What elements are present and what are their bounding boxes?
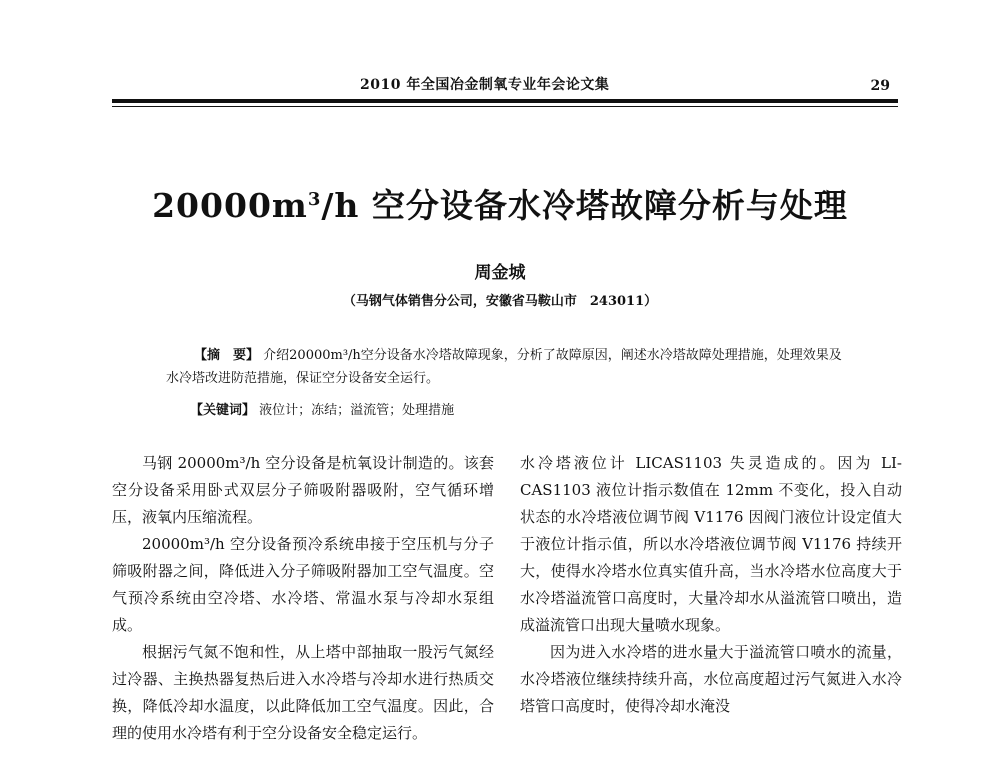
title-rest: /h 空分设备水冷塔故障分析与处理 bbox=[321, 186, 848, 225]
body-paragraph: 因为进入水冷塔的进水量大于溢流管口喷水的流量，水冷塔液位继续持续升高，水位高度超过污气氮进入水冷塔管口高度时，使得冷却水淹没 bbox=[520, 643, 902, 715]
paper-title bbox=[0, 180, 1000, 227]
author-affiliation: （马钢气体销售分公司，安徽省马鞍山市 243011） bbox=[342, 294, 658, 309]
keywords-label: 【关键词】 bbox=[190, 403, 256, 418]
journal-title: 2010 年全国冶金制氧专业年会论文集 bbox=[360, 77, 610, 93]
body-paragraph: 20000m³/h 空分设备预冷系统串接于空压机与分子筛吸附器之间，降低进入分子筛吸附器加工空气温度。空气预冷系统由空冷塔、水冷塔、常温水泵与冷却水泵组成。 bbox=[112, 535, 494, 634]
running-header bbox=[112, 74, 898, 94]
title-superscript: 3 bbox=[307, 189, 322, 210]
body-column-right bbox=[520, 450, 902, 720]
keywords bbox=[190, 399, 454, 418]
body-paragraph: 水冷塔液位计 LICAS1103 失灵造成的。因为 LI-CAS1103 液位计指示数值在 12mm 不变化，投入自动状态的水冷塔液位调节阀 V1176 因阀门液位计设定值大于液位计指示值，所以水冷塔液位调节阀 V1176 持续开大，使得水冷塔水位真实值升高，当水冷塔水位高度大于水冷塔溢流管口高度时，大量冷却水从溢流管口喷出，造成溢流管口出现大量喷水现象。 bbox=[520, 454, 902, 634]
title-main: 20000m bbox=[152, 186, 308, 225]
abstract-text: 介绍20000m³/h空分设备水冷塔故障现象，分析了故障原因，阐述水冷塔故障处理措施，处理效果及水冷塔改进防范措施，保证空分设备安全运行。 bbox=[166, 348, 842, 386]
abstract bbox=[166, 344, 846, 390]
keywords-text: 液位计；冻结；溢流管；处理措施 bbox=[259, 403, 455, 418]
body-paragraph: 根据污气氮不饱和性，从上塔中部抽取一股污气氮经过冷器、主换热器复热后进入水冷塔与冷却水进行热质交换，降低冷却水温度，以此降低加工空气温度。因此，合理的使用水冷塔有利于空分设备安全稳定运行。 bbox=[112, 643, 494, 742]
header-rule-thick bbox=[112, 99, 898, 103]
body-column-left bbox=[112, 450, 494, 747]
header-rule-thin bbox=[112, 106, 898, 107]
abstract-label: 【摘 要】 bbox=[194, 348, 260, 363]
author-name: 周金城 bbox=[474, 263, 526, 283]
page-number: 29 bbox=[870, 78, 890, 94]
body-paragraph: 马钢 20000m³/h 空分设备是杭氧设计制造的。该套空分设备采用卧式双层分子筛吸附器吸附，空气循环增压，液氧内压缩流程。 bbox=[112, 454, 494, 526]
